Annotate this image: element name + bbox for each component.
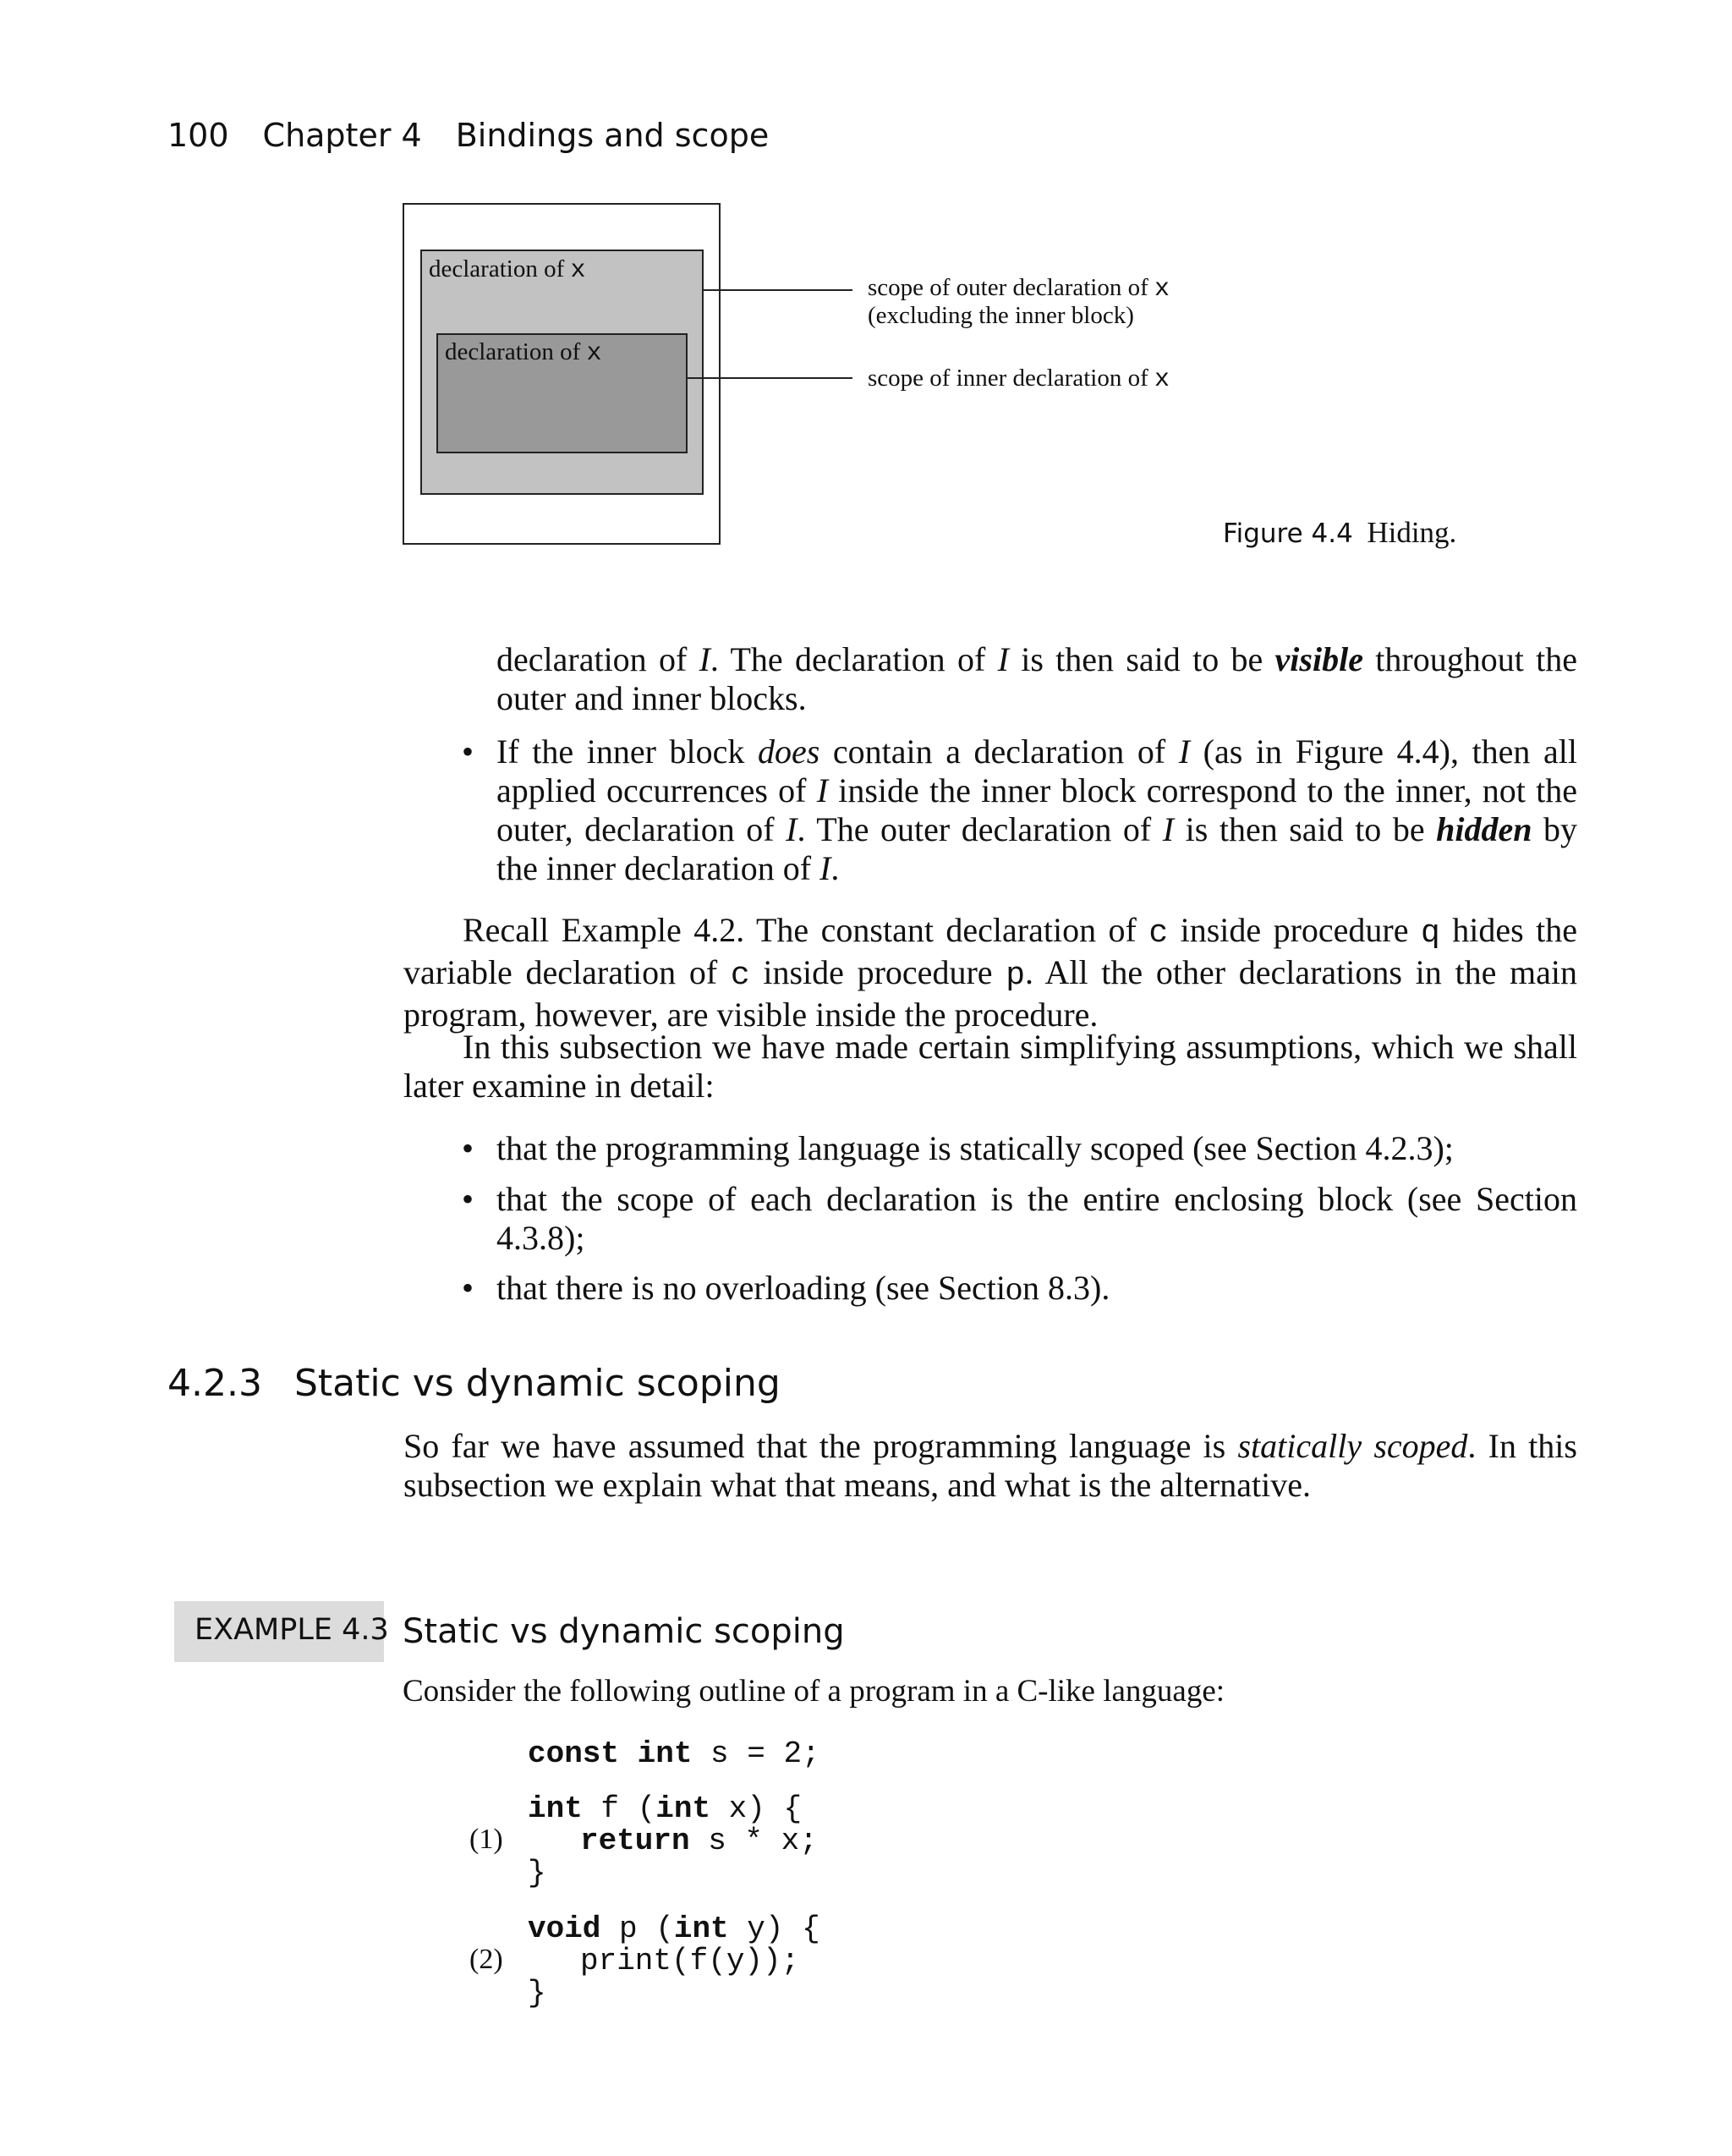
bullet-dot: • [462, 732, 474, 771]
section-intro: So far we have assumed that the programming language is statically scoped. In this subsection we explain what that means, and what is the alternative. [403, 1427, 1577, 1504]
figure-hiding [0, 0, 1732, 609]
figure-caption [1223, 516, 1456, 550]
bullet-hidden: If the inner block does contain a declaration of I (as in Figure 4.4), then all applied occurrences of I inside the inner block correspond to the inner, not the outer, declaration of I. The outer declaration of I is then said to be hidden by the inner declaration of I. [496, 732, 1578, 887]
code-line: print(f(y)); [580, 1944, 800, 1978]
bullet-dot: • [462, 1129, 474, 1167]
code-marker: (1) [469, 1824, 503, 1855]
code-line: return s * x; [580, 1824, 818, 1858]
example-title: Static vs dynamic scoping [403, 1612, 845, 1651]
page-number: 100 [167, 117, 229, 154]
section-number: 4.2.3 [167, 1362, 262, 1405]
bullet-dot: • [462, 1269, 474, 1307]
code-line: void p (int y) { [528, 1912, 820, 1946]
outer-scope-callout: scope of outer declaration of x [868, 274, 1170, 304]
code-line: const int s = 2; [528, 1736, 820, 1771]
code-line: } [528, 1976, 546, 2011]
chapter-label: Chapter 4 [262, 117, 422, 154]
paragraph-recall-example: Recall Example 4.2. The constant declaration of c inside procedure q hides the variable declaration of c inside procedure p. All the other declarations in the main program, however, are visible inside the procedure. [403, 911, 1577, 1034]
code-line: int f (int x) { [528, 1791, 803, 1826]
section-heading [167, 1362, 781, 1405]
bullet-dot: • [462, 1180, 474, 1218]
assumption-item: that there is no overloading (see Section 8.3). [496, 1269, 1110, 1307]
outer-declaration-label: declaration of x [429, 255, 586, 285]
outer-scope-callout-note: (excluding the inner block) [868, 302, 1134, 329]
example-number: EXAMPLE 4.3 [195, 1613, 389, 1647]
figure-caption-label: Figure 4.4 [1223, 518, 1353, 549]
section-title: Static vs dynamic scoping [293, 1362, 781, 1405]
code-marker: (2) [469, 1944, 503, 1975]
paragraph-assumptions: In this subsection we have made certain simplifying assumptions, which we shall later examine in detail: [403, 1028, 1577, 1105]
example-tag [174, 1601, 389, 1662]
bullet-visible-continuation: declaration of I. The declaration of I is then said to be visible throughout the outer and inner blocks. [496, 640, 1577, 717]
inner-declaration-label: declaration of x [445, 338, 602, 368]
figure-caption-text: Hiding. [1367, 516, 1457, 549]
chapter-title: Bindings and scope [455, 117, 770, 154]
assumption-item: that the programming language is statically scoped (see Section 4.2.3); [496, 1129, 1454, 1167]
example-intro: Consider the following outline of a program in a C-like language: [403, 1674, 1225, 1709]
code-line: } [528, 1856, 546, 1890]
figure-diagram [0, 0, 1732, 609]
assumption-item: that the scope of each declaration is the entire enclosing block (see Section 4.3.8); [496, 1180, 1577, 1257]
inner-scope-callout: scope of inner declaration of x [868, 365, 1170, 394]
